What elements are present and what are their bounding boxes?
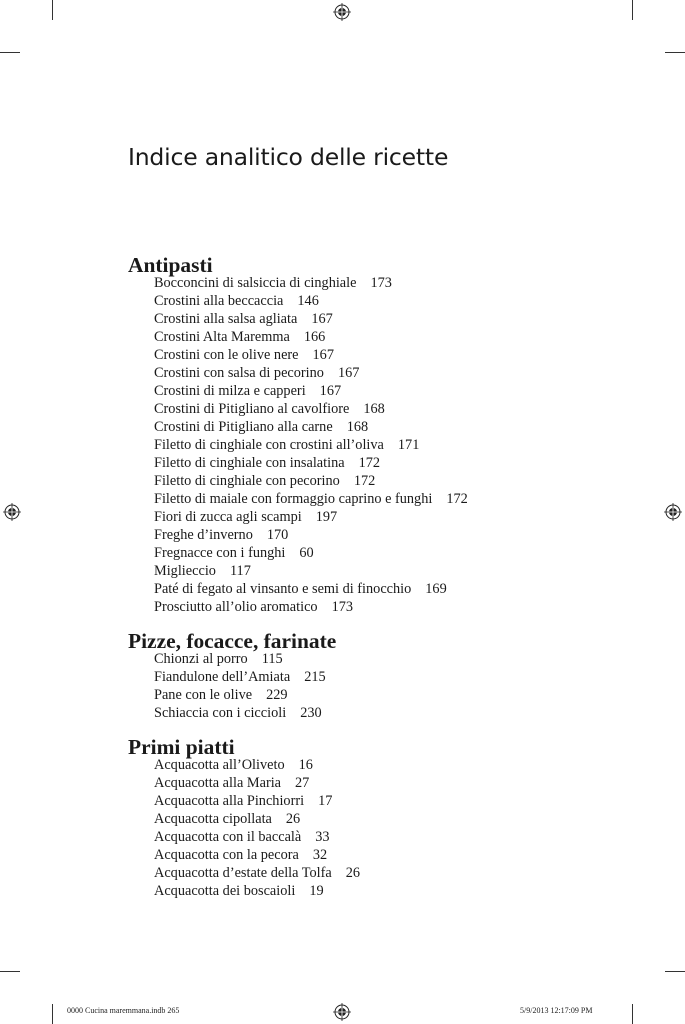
- section-heading: Pizze, focacce, farinate: [128, 629, 337, 653]
- entry-page: 16: [298, 757, 313, 773]
- index-entry: [154, 792, 588, 810]
- entry-page: 173: [370, 275, 392, 291]
- entry-page: 172: [446, 491, 468, 507]
- entry-name: Acquacotta dei boscaioli: [154, 883, 296, 899]
- entry-name: Paté di fegato al vinsanto e semi di finocchio: [154, 581, 412, 597]
- entry-page: 197: [315, 509, 338, 525]
- entry-page: 173: [331, 599, 354, 615]
- entry-name: Acquacotta alla Pinchiorri: [154, 793, 305, 809]
- index-entry: [154, 864, 588, 882]
- slug-filename: 0000 Cucina maremmana.indb 265: [67, 1006, 180, 1015]
- registration-mark-icon: [333, 1003, 351, 1021]
- entry-page: 117: [229, 563, 251, 579]
- entry-page: 172: [358, 455, 381, 471]
- entry-name: Fiandulone dell’Amiata: [154, 669, 291, 685]
- entry-page: 19: [309, 883, 324, 899]
- entry-name: Filetto di cinghiale con crostini all’oliva: [154, 437, 384, 453]
- crop-mark-bottom-right: [632, 1004, 633, 1024]
- section-antipasti: [128, 253, 588, 616]
- index-entry: [154, 292, 588, 310]
- section-heading: Primi piatti: [128, 735, 235, 759]
- crop-mark-top-left: [52, 0, 53, 20]
- index-entry: [154, 686, 588, 704]
- entry-name: Fregnacce con i funghi: [154, 545, 286, 561]
- entry-name: Crostini di milza e capperi: [154, 383, 306, 399]
- index-entry: [154, 472, 588, 490]
- entry-page: 170: [266, 527, 289, 543]
- entry-page: 168: [346, 419, 369, 435]
- entry-name: Prosciutto all’olio aromatico: [154, 599, 318, 615]
- entry-page: 17: [318, 793, 333, 809]
- registration-mark-icon: [3, 503, 21, 521]
- entry-page: 27: [295, 775, 310, 791]
- index-entry: [154, 774, 588, 792]
- entry-list: [128, 274, 588, 616]
- entry-name: Acquacotta alla Maria: [154, 775, 282, 791]
- entry-page: 167: [337, 365, 360, 381]
- entry-page: 169: [425, 581, 447, 597]
- crop-mark-bottom-left: [52, 1004, 53, 1024]
- entry-name: Acquacotta con il baccalà: [154, 829, 302, 845]
- entry-name: Filetto di cinghiale con pecorino: [154, 473, 340, 489]
- entry-page: 229: [266, 687, 288, 703]
- entry-name: Crostini di Pitigliano al cavolfiore: [154, 401, 350, 417]
- entry-name: Crostini alla salsa agliata: [154, 311, 298, 327]
- index-entry: [154, 668, 588, 686]
- entry-page: 171: [397, 437, 420, 453]
- registration-mark-icon: [664, 503, 682, 521]
- entry-list: [128, 756, 588, 900]
- entry-page: 167: [311, 311, 333, 327]
- index-entry: [154, 508, 588, 526]
- entry-page: 167: [319, 383, 342, 399]
- entry-page: 33: [315, 829, 330, 845]
- entry-name: Acquacotta all’Oliveto: [154, 757, 285, 773]
- index-entry: [154, 846, 588, 864]
- index-entry: [154, 346, 588, 364]
- index-entry: [154, 364, 588, 382]
- index-entry: [154, 382, 588, 400]
- entry-name: Acquacotta d’estate della Tolfa: [154, 865, 332, 881]
- entry-page: 167: [312, 347, 334, 363]
- registration-mark-icon: [333, 3, 351, 21]
- entry-name: Filetto di maiale con formaggio caprino e funghi: [154, 491, 433, 507]
- crop-mark-right-bottom: [665, 971, 685, 972]
- crop-mark-left-top: [0, 52, 20, 53]
- index-entry: [154, 580, 588, 598]
- index-entry: [154, 704, 588, 722]
- entry-name: Crostini con salsa di pecorino: [154, 365, 324, 381]
- entry-page: 230: [300, 705, 322, 721]
- entry-name: Pane con le olive: [154, 687, 253, 703]
- entry-name: Acquacotta cipollata: [154, 811, 272, 827]
- entry-page: 146: [297, 293, 319, 309]
- index-entry: [154, 436, 588, 454]
- entry-page: 32: [312, 847, 328, 863]
- section-heading: Antipasti: [128, 253, 213, 277]
- index-entry: [154, 328, 588, 346]
- entry-list: [128, 650, 588, 722]
- index-entry: [154, 400, 588, 418]
- entry-name: Acquacotta con la pecora: [154, 847, 299, 863]
- recipe-index: [128, 253, 588, 916]
- index-entry: [154, 828, 588, 846]
- entry-page: 168: [363, 401, 385, 417]
- entry-name: Crostini di Pitigliano alla carne: [154, 419, 333, 435]
- index-entry: [154, 274, 588, 292]
- entry-name: Schiaccia con i ciccioli: [154, 705, 287, 721]
- entry-page: 166: [303, 329, 326, 345]
- slug-timestamp: 5/9/2013 12:17:09 PM: [520, 1006, 593, 1015]
- entry-page: 60: [299, 545, 314, 561]
- index-entry: [154, 756, 588, 774]
- entry-name: Crostini alla beccaccia: [154, 293, 284, 309]
- index-entry: [154, 454, 588, 472]
- section-pizze-focacce-farinate: [128, 629, 588, 722]
- index-entry: [154, 526, 588, 544]
- crop-mark-right-top: [665, 52, 685, 53]
- entry-name: Freghe d’inverno: [154, 527, 253, 543]
- entry-name: Crostini con le olive nere: [154, 347, 299, 363]
- entry-name: Filetto di cinghiale con insalatina: [154, 455, 345, 471]
- index-entry: [154, 490, 588, 508]
- index-entry: [154, 650, 588, 668]
- index-entry: [154, 598, 588, 616]
- entry-name: Fiori di zucca agli scampi: [154, 509, 302, 525]
- section-primi-piatti: [128, 735, 588, 900]
- entry-name: Chionzi al porro: [154, 651, 248, 667]
- entry-page: 115: [261, 651, 283, 667]
- crop-mark-top-right: [632, 0, 633, 20]
- index-entry: [154, 562, 588, 580]
- entry-page: 215: [304, 669, 326, 685]
- page-title: Indice analitico delle ricette: [128, 143, 449, 171]
- index-entry: [154, 810, 588, 828]
- entry-page: 172: [353, 473, 376, 489]
- index-entry: [154, 544, 588, 562]
- entry-page: 26: [345, 865, 361, 881]
- crop-mark-left-bottom: [0, 971, 20, 972]
- entry-name: Crostini Alta Maremma: [154, 329, 290, 345]
- entry-name: Bocconcini di salsiccia di cinghiale: [154, 275, 357, 291]
- entry-name: Miglieccio: [154, 563, 216, 579]
- index-entry: [154, 882, 588, 900]
- index-entry: [154, 310, 588, 328]
- entry-page: 26: [285, 811, 301, 827]
- index-entry: [154, 418, 588, 436]
